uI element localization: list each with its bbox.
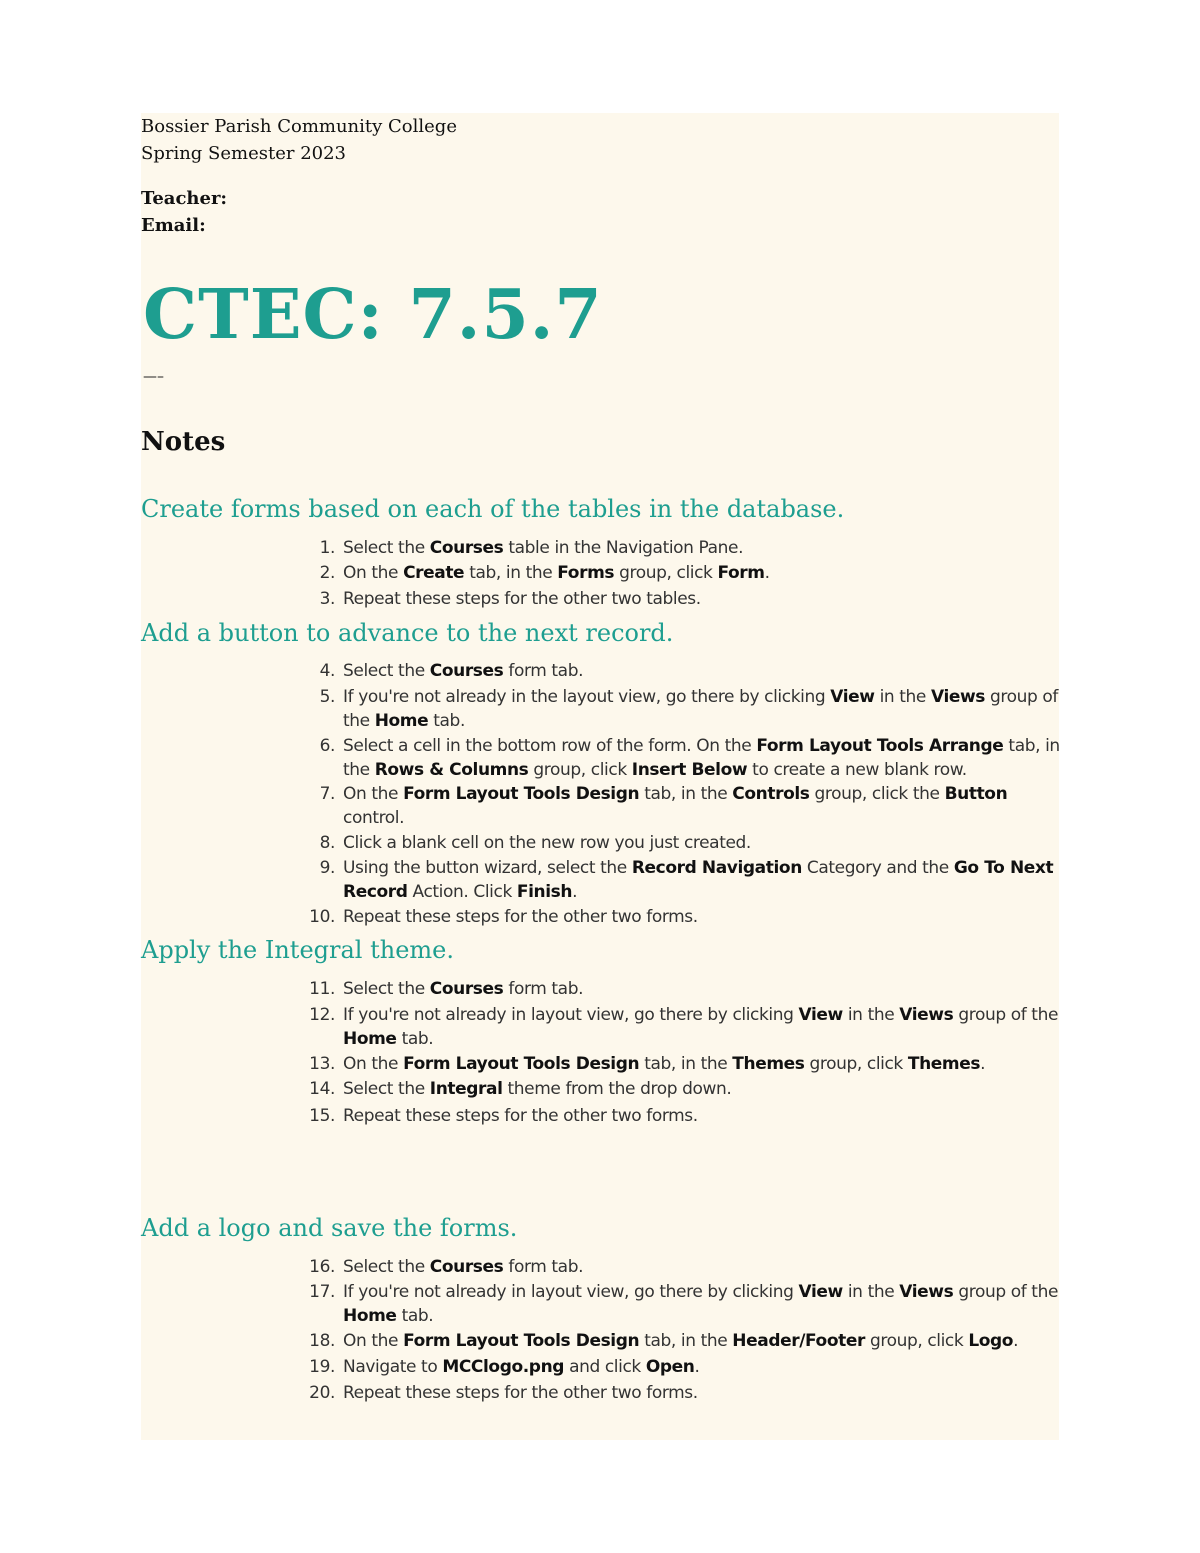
document-page	[141, 113, 1059, 1440]
item-number: 15.	[309, 1106, 335, 1126]
item-number: 16.	[309, 1257, 335, 1277]
section-heading: Add a logo and save the forms.	[141, 1214, 518, 1242]
item-number: 5.	[319, 687, 335, 707]
item-number: 7.	[319, 784, 335, 804]
teacher-label: Teacher:	[141, 188, 228, 209]
item-number: 12.	[309, 1005, 335, 1025]
item-text: Repeat these steps for the other two tables.	[343, 589, 701, 609]
item-text: Select a cell in the bottom row of the form. On the Form Layout Tools Arrange tab, in the Rows & Columns group, click Insert Below to create a new blank row.	[343, 736, 1060, 780]
item-text: Using the button wizard, select the Record Navigation Category and the Go To Next Record Action. Click Finish.	[343, 858, 1054, 902]
notes-heading: Notes	[141, 427, 226, 457]
item-text: If you're not already in layout view, go there by clicking View in the Views group of the Home tab.	[343, 1282, 1058, 1326]
item-text: On the Form Layout Tools Design tab, in the Header/Footer group, click Logo.	[343, 1331, 1019, 1351]
college-name: Bossier Parish Community College	[141, 116, 457, 137]
item-number: 14.	[309, 1079, 335, 1099]
item-number: 9.	[319, 858, 335, 878]
item-number: 20.	[309, 1383, 335, 1403]
item-number: 13.	[309, 1054, 335, 1074]
item-number: 11.	[309, 979, 335, 999]
item-text: Select the Courses form tab.	[343, 979, 584, 999]
item-text: On the Form Layout Tools Design tab, in the Themes group, click Themes.	[343, 1054, 986, 1074]
divider: —–	[143, 369, 164, 385]
item-text: Repeat these steps for the other two forms.	[343, 1383, 698, 1403]
page-title: CTEC: 7.5.7	[143, 275, 603, 355]
item-number: 1.	[319, 538, 335, 558]
item-number: 8.	[319, 833, 335, 853]
section-heading: Create forms based on each of the tables in the database.	[141, 495, 845, 523]
item-number: 10.	[309, 907, 335, 927]
item-text: Select the Courses table in the Navigation Pane.	[343, 538, 744, 558]
item-text: If you're not already in layout view, go there by clicking View in the Views group of the Home tab.	[343, 1005, 1058, 1049]
section-heading: Add a button to advance to the next record.	[141, 619, 674, 647]
item-number: 19.	[309, 1357, 335, 1377]
item-text: Navigate to MCClogo.png and click Open.	[343, 1357, 700, 1377]
item-text: Select the Courses form tab.	[343, 1257, 584, 1277]
item-text: Repeat these steps for the other two forms.	[343, 1106, 698, 1126]
semester: Spring Semester 2023	[141, 143, 347, 164]
item-text: Click a blank cell on the new row you just created.	[343, 833, 751, 853]
item-text: On the Form Layout Tools Design tab, in the Controls group, click the Button control.	[343, 784, 1008, 828]
item-text: Select the Courses form tab.	[343, 661, 584, 681]
item-number: 17.	[309, 1282, 335, 1302]
email-label: Email:	[141, 215, 206, 236]
item-text: Select the Integral theme from the drop down.	[343, 1079, 732, 1099]
item-number: 3.	[319, 589, 335, 609]
item-text: If you're not already in the layout view, go there by clicking View in the Views group of the Home tab.	[343, 687, 1058, 731]
item-text: On the Create tab, in the Forms group, click Form.	[343, 563, 770, 583]
section-heading: Apply the Integral theme.	[141, 936, 454, 964]
item-text: Repeat these steps for the other two forms.	[343, 907, 698, 927]
item-number: 2.	[319, 563, 335, 583]
item-number: 4.	[319, 661, 335, 681]
item-number: 6.	[319, 736, 335, 756]
item-number: 18.	[309, 1331, 335, 1351]
